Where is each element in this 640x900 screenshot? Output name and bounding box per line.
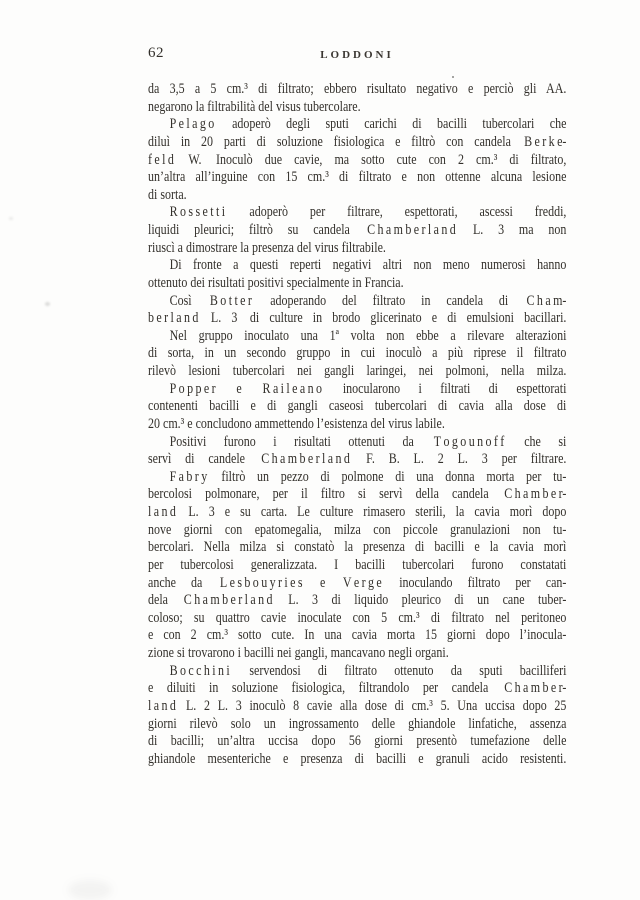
text-line: P e l a g o adoperò degli sputi carichi di bacilli tubercolari che: [169, 116, 567, 133]
text-line: anche da L e s b o u y r i e s e V e r g e inoculando filtrato per can-: [148, 574, 567, 591]
paragraph: [148, 663, 566, 769]
page-number: 62: [148, 45, 164, 61]
text-line: un’altra all’inguine con 15 cm.³ di filtrato e non ottenne alcuna lesione: [148, 169, 567, 186]
text-line: Nel gruppo inoculato una 1ª volta non ebbe a rilevare alterazioni: [169, 327, 567, 344]
text-line: l a n d L. 3 e su carta. Le culture rimasero sterili, la cavia morì dopo: [148, 504, 567, 520]
paragraph: [148, 257, 566, 292]
text-line: F a b r y filtrò un pezzo di polmone di una donna morta per tu-: [169, 468, 567, 485]
body-text: [148, 81, 566, 768]
text-line: di sorta, in un secondo gruppo in cui inoculò a più riprese il filtrato: [148, 345, 567, 362]
running-header: [148, 46, 566, 64]
text-line: giorni rilevò solo un ingrossamento delle ghiandole linfatiche, assenza: [148, 715, 567, 732]
text-line: R o s s e t t i adoperò per filtrare, espettorati, ascessi freddi,: [169, 204, 567, 221]
running-title: LODDONI: [320, 49, 394, 61]
text-line: liquidi pleurici; filtrò su candela C h a m b e r l a n d L. 3 ma non: [148, 222, 567, 238]
text-line: diluì in 20 parti di soluzione fisiologica e filtrò con candela B e r k e-: [148, 133, 567, 150]
text-line: nove giorni con epatomegalia, milza con piccole granulazioni non tu-: [148, 521, 567, 538]
text-line: contenenti bacilli e di gangli caseosi tubercolari di cavia alla dose di: [148, 398, 567, 415]
scan-speck: [45, 302, 50, 306]
text-line: di sorta.: [148, 186, 187, 203]
text-line: rilevò lesioni tubercolari nei gangli laringei, nei polmoni, nella milza.: [148, 363, 567, 379]
paragraph: [148, 204, 566, 257]
text-line: Di fronte a questi reperti negativi altri non meno numerosi hanno: [169, 257, 567, 274]
scan-speck: [9, 217, 13, 220]
paragraph: [148, 381, 566, 434]
text-line: coloso; su quattro cavie inoculate con 5 cm.³ di filtrato nel peritoneo: [148, 609, 567, 626]
paragraph: [148, 328, 566, 381]
text-line: negarono la filtrabilità del visus tubercolare.: [148, 98, 361, 115]
paragraph: [148, 469, 566, 663]
text-line: l a n d L. 2 L. 3 inoculò 8 cavie alla dose di cm.³ 5. Una uccisa dopo 25: [148, 697, 567, 714]
paragraph: [148, 293, 566, 328]
ink-speck: [452, 76, 454, 78]
text-line: bercolosi polmonare, per il filtro si servì della candela C h a m b e r-: [148, 486, 567, 503]
text-line: zione si trovarono i bacilli nei gangli, mancavano negli organi.: [148, 645, 449, 661]
text-line: da 3,5 a 5 cm.³ di filtrato; ebbero risultato negativo e perciò gli AA.: [148, 81, 567, 97]
text-line: riuscì a dimostrare la presenza del virus filtrabile.: [148, 239, 386, 256]
text-line: per tubercolosi generalizzata. I bacilli tubercolari furono constatati: [148, 556, 567, 573]
text-line: bercolari. Nella milza si constatò la presenza di bacilli e la cavia morì: [148, 539, 567, 556]
text-line: Così B o t t e r adoperando del filtrato in candela di C h a m-: [169, 292, 567, 309]
paragraph: [148, 434, 566, 469]
text-line: 20 cm.³ e concludono ammettendo l’esistenza del virus labile.: [148, 415, 445, 432]
text-line: di bacilli; un’altra uccisa dopo 56 giorni presentò tumefazione delle: [148, 733, 567, 750]
text-line: servì di candele C h a m b e r l a n d F. B. L. 2 L. 3 per filtrare.: [148, 451, 567, 468]
text-line: dela C h a m b e r l a n d L. 3 di liquido pleurico di un cane tuber-: [148, 592, 567, 609]
text-line: e diluiti in soluzione fisiologica, filtrandolo per candela C h a m b e r-: [148, 680, 567, 697]
text-line: e con 2 cm.³ sotto cute. In una cavia morta 15 giorni dopo l’inocula-: [148, 627, 567, 644]
text-line: Positivi furono i risultati ottenuti da T o g o u n o f f che si: [169, 433, 567, 450]
scan-smudge: [68, 880, 112, 900]
text-line: f e l d W. Inoculò due cavie, ma sotto cute con 2 cm.³ di filtrato,: [148, 151, 567, 168]
text-line: b e r l a n d L. 3 di culture in brodo glicerinato e di emulsioni bacillari.: [148, 310, 567, 327]
text-line: ottenuto dei risultati positivi specialmente in Francia.: [148, 274, 404, 291]
paragraph: [148, 81, 566, 116]
text-line: B o c c h i n i servendosi di filtrato ottenuto da sputi bacilliferi: [169, 662, 567, 679]
text-line: ghiandole mesenteriche e presenza di bacilli e granuli acido resistenti.: [148, 750, 567, 767]
paragraph: [148, 116, 566, 204]
text-line: P o p p e r e R a i l e a n o inocularono i filtrati di espettorati: [169, 380, 567, 397]
